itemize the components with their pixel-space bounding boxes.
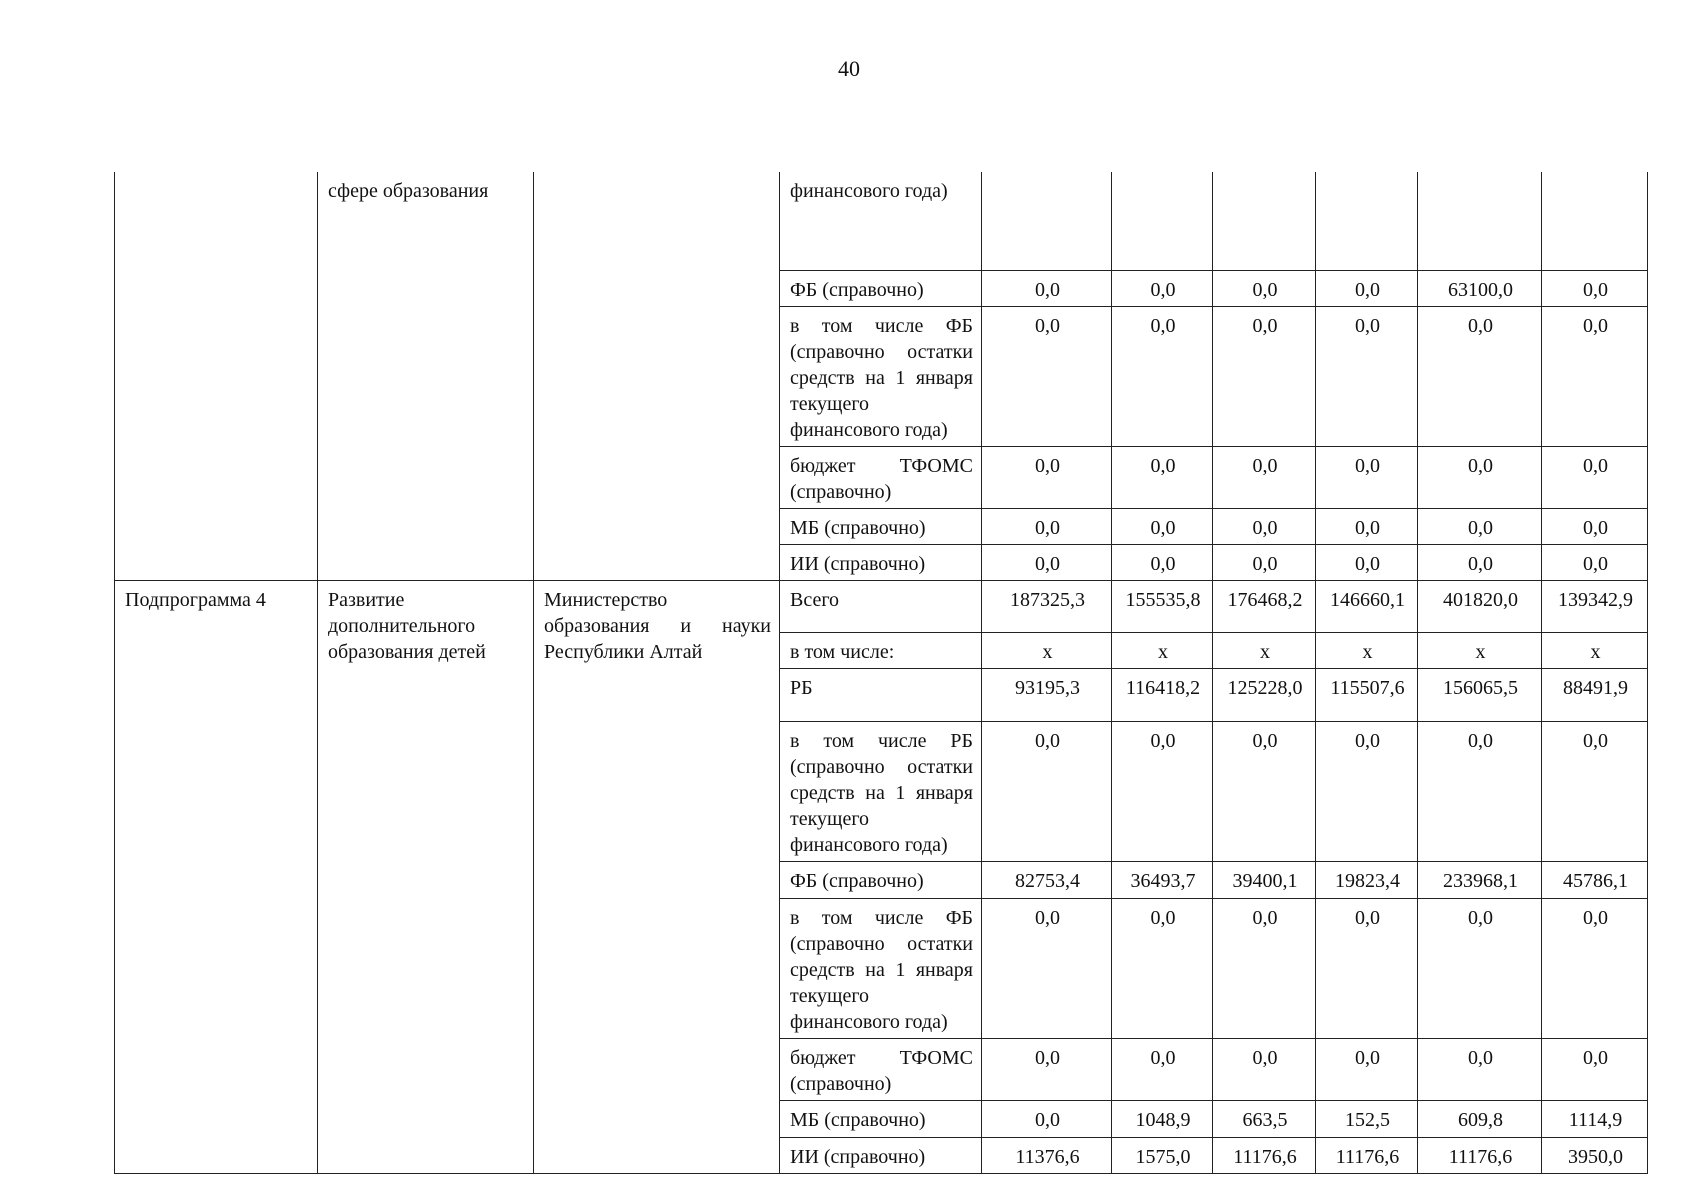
value-cell xyxy=(1418,668,1542,721)
value-text: 45786,1 xyxy=(1563,869,1628,892)
program-name-cell xyxy=(318,172,534,580)
value-cell xyxy=(1316,508,1418,544)
status-cell xyxy=(115,172,318,580)
value-cell xyxy=(1112,1038,1213,1100)
value-cell xyxy=(1213,544,1316,580)
funding-source-cell xyxy=(780,898,982,1038)
funding-source-label: в том числе РБ (справочно остатки средств на 1 января текущего финансового года) xyxy=(790,729,973,856)
funding-source-label: МБ (справочно) xyxy=(790,1108,926,1131)
funding-source-cell xyxy=(780,446,982,508)
budget-table xyxy=(114,172,1648,1174)
value-text: 0,0 xyxy=(1150,314,1176,337)
value-text: 0,0 xyxy=(1252,729,1278,752)
value-text: 0,0 xyxy=(1355,906,1380,929)
value-text: 0,0 xyxy=(1583,278,1608,301)
value-text: 0,0 xyxy=(1035,906,1060,929)
value-cell xyxy=(982,446,1112,508)
value-cell xyxy=(1213,172,1316,270)
value-text: 36493,7 xyxy=(1130,869,1196,892)
funding-source-label: бюджет ТФОМС (справочно) xyxy=(790,454,973,503)
value-cell xyxy=(1542,861,1648,898)
value-text: 116418,2 xyxy=(1125,676,1201,699)
value-text: 0,0 xyxy=(1035,454,1060,477)
value-text: 152,5 xyxy=(1345,1108,1390,1131)
funding-source-cell xyxy=(780,270,982,306)
value-cell xyxy=(1542,1038,1648,1100)
value-cell xyxy=(1316,898,1418,1038)
value-text: 0,0 xyxy=(1583,454,1608,477)
value-text: 0,0 xyxy=(1468,552,1493,575)
value-text: 609,8 xyxy=(1458,1108,1503,1131)
value-text: 0,0 xyxy=(1035,314,1060,337)
value-cell xyxy=(982,898,1112,1038)
value-text: х xyxy=(1475,640,1486,663)
funding-source-cell xyxy=(780,172,982,270)
value-cell xyxy=(1418,270,1542,306)
value-text: х xyxy=(1590,640,1601,663)
value-cell xyxy=(982,1038,1112,1100)
value-cell xyxy=(1112,898,1213,1038)
value-text: 155535,8 xyxy=(1125,588,1201,611)
value-cell xyxy=(1316,172,1418,270)
value-text: 0,0 xyxy=(1252,516,1278,539)
value-cell xyxy=(1213,632,1316,668)
value-cell xyxy=(1213,1038,1316,1100)
funding-source-label: в том числе: xyxy=(790,640,895,663)
value-text: 19823,4 xyxy=(1335,869,1400,892)
value-text: 0,0 xyxy=(1252,278,1278,301)
funding-source-label: ФБ (справочно) xyxy=(790,278,924,301)
value-cell xyxy=(1316,721,1418,861)
table-row xyxy=(115,580,1648,632)
value-cell xyxy=(1418,898,1542,1038)
value-cell xyxy=(1112,861,1213,898)
value-text: 0,0 xyxy=(1252,552,1278,575)
value-text: 0,0 xyxy=(1583,516,1608,539)
value-cell xyxy=(1213,508,1316,544)
value-cell xyxy=(1112,1137,1213,1173)
value-cell xyxy=(1213,861,1316,898)
program-name-cell-text: сфере образования xyxy=(328,180,489,202)
value-text: 0,0 xyxy=(1583,906,1608,929)
value-text: 125228,0 xyxy=(1227,676,1303,699)
value-text: 0,0 xyxy=(1150,454,1176,477)
value-cell xyxy=(1418,580,1542,632)
value-cell xyxy=(1316,668,1418,721)
page-number: 40 xyxy=(838,56,860,81)
funding-source-cell xyxy=(780,632,982,668)
subprogram-name-cell-text: Развитие дополнительного образования детей xyxy=(328,588,486,663)
subprogram-status-cell xyxy=(115,580,318,1173)
value-cell xyxy=(982,270,1112,306)
value-text: х xyxy=(1362,640,1373,663)
value-cell xyxy=(1542,1100,1648,1137)
funding-source-label: ФБ (справочно) xyxy=(790,869,924,892)
funding-source-cell xyxy=(780,1038,982,1100)
value-text: 146660,1 xyxy=(1330,588,1405,611)
value-text: 0,0 xyxy=(1355,454,1380,477)
value-cell xyxy=(1112,1100,1213,1137)
value-cell xyxy=(1542,1137,1648,1173)
value-cell xyxy=(1213,446,1316,508)
value-text: 63100,0 xyxy=(1448,278,1513,301)
value-text: 139342,9 xyxy=(1558,588,1633,611)
value-text: 0,0 xyxy=(1468,314,1493,337)
value-text: 0,0 xyxy=(1035,278,1060,301)
funding-source-cell xyxy=(780,508,982,544)
executor-cell-text: Министерство образования и науки Республики Алтай xyxy=(544,588,771,663)
value-text: 0,0 xyxy=(1150,552,1176,575)
value-cell xyxy=(1112,270,1213,306)
value-text: х xyxy=(1042,640,1053,663)
funding-source-label: МБ (справочно) xyxy=(790,516,926,539)
value-text: 11176,6 xyxy=(1448,1145,1513,1168)
value-text: 0,0 xyxy=(1150,1046,1176,1069)
value-text: 0,0 xyxy=(1468,1046,1493,1069)
value-cell xyxy=(1213,668,1316,721)
funding-source-cell xyxy=(780,1100,982,1137)
value-cell xyxy=(1542,508,1648,544)
value-text: 3950,0 xyxy=(1568,1145,1623,1168)
funding-source-label: в том числе ФБ (справочно остатки средств на 1 января текущего финансового года) xyxy=(790,906,973,1033)
value-text: 0,0 xyxy=(1252,314,1278,337)
value-text: 0,0 xyxy=(1355,1046,1380,1069)
value-cell xyxy=(1213,721,1316,861)
value-text: 0,0 xyxy=(1583,314,1608,337)
funding-source-label: ИИ (справочно) xyxy=(790,552,926,575)
value-text: 0,0 xyxy=(1035,552,1060,575)
funding-source-label: в том числе ФБ (справочно остатки средств на 1 января текущего финансового года) xyxy=(790,314,973,441)
value-cell xyxy=(1112,446,1213,508)
value-cell xyxy=(1112,172,1213,270)
value-text: 11176,6 xyxy=(1233,1145,1297,1168)
table-row xyxy=(115,172,1648,270)
value-text: 0,0 xyxy=(1468,906,1493,929)
value-text: 0,0 xyxy=(1355,278,1380,301)
funding-source-label: РБ xyxy=(790,676,813,699)
value-cell xyxy=(1542,172,1648,270)
value-cell xyxy=(1316,861,1418,898)
value-cell xyxy=(1112,668,1213,721)
value-cell xyxy=(1316,1038,1418,1100)
value-text: х xyxy=(1260,640,1270,663)
value-cell xyxy=(1316,632,1418,668)
value-cell xyxy=(1542,898,1648,1038)
value-text: 88491,9 xyxy=(1563,676,1628,699)
value-cell xyxy=(982,172,1112,270)
funding-source-cell xyxy=(780,1137,982,1173)
value-cell xyxy=(1316,446,1418,508)
funding-source-cell xyxy=(780,721,982,861)
value-cell xyxy=(1213,1137,1316,1173)
value-text: 0,0 xyxy=(1150,516,1176,539)
value-text: 82753,4 xyxy=(1015,869,1080,892)
value-text: 233968,1 xyxy=(1443,869,1518,892)
value-cell xyxy=(982,508,1112,544)
value-text: 176468,2 xyxy=(1227,588,1303,611)
value-cell xyxy=(1213,270,1316,306)
funding-source-label: ИИ (справочно) xyxy=(790,1145,926,1168)
value-cell xyxy=(1418,1100,1542,1137)
value-cell xyxy=(982,1137,1112,1173)
value-cell xyxy=(1418,306,1542,446)
value-text: 0,0 xyxy=(1252,906,1278,929)
value-cell xyxy=(1316,1137,1418,1173)
value-text: 115507,6 xyxy=(1330,676,1405,699)
value-text: 0,0 xyxy=(1355,314,1380,337)
value-text: 1575,0 xyxy=(1135,1145,1191,1168)
value-text: 0,0 xyxy=(1468,454,1493,477)
subprogram-status-cell-text: Подпрограмма 4 xyxy=(125,588,266,611)
value-text: 0,0 xyxy=(1468,516,1493,539)
value-cell xyxy=(1112,632,1213,668)
value-cell xyxy=(982,544,1112,580)
value-text: 0,0 xyxy=(1355,729,1380,752)
funding-source-label: бюджет ТФОМС (справочно) xyxy=(790,1046,973,1095)
value-cell xyxy=(1542,632,1648,668)
value-text: 663,5 xyxy=(1242,1108,1288,1131)
value-text: 0,0 xyxy=(1035,1046,1060,1069)
value-cell xyxy=(1542,721,1648,861)
value-cell xyxy=(982,861,1112,898)
funding-source-cell xyxy=(780,580,982,632)
value-text: 0,0 xyxy=(1150,906,1176,929)
value-cell xyxy=(1316,306,1418,446)
value-cell xyxy=(1112,721,1213,861)
value-cell xyxy=(1213,898,1316,1038)
value-cell xyxy=(1418,172,1542,270)
value-cell xyxy=(1418,721,1542,861)
value-cell xyxy=(1418,544,1542,580)
funding-source-label: Всего xyxy=(790,588,840,611)
value-cell xyxy=(982,306,1112,446)
value-cell xyxy=(982,632,1112,668)
table-body xyxy=(115,172,1648,1173)
value-text: 1114,9 xyxy=(1568,1108,1623,1131)
value-text: 93195,3 xyxy=(1015,676,1080,699)
value-cell xyxy=(1418,861,1542,898)
value-text: 156065,5 xyxy=(1443,676,1518,699)
executor-cell xyxy=(534,172,780,580)
value-text: 0,0 xyxy=(1583,1046,1608,1069)
value-cell xyxy=(1418,632,1542,668)
value-text: 0,0 xyxy=(1583,729,1608,752)
funding-source-cell xyxy=(780,861,982,898)
value-cell xyxy=(1418,446,1542,508)
value-text: х xyxy=(1158,640,1168,663)
value-text: 0,0 xyxy=(1150,278,1176,301)
value-cell xyxy=(982,580,1112,632)
value-cell xyxy=(1112,580,1213,632)
value-cell xyxy=(1542,544,1648,580)
subprogram-name-cell xyxy=(318,580,534,1173)
value-cell xyxy=(1213,1100,1316,1137)
value-text: 187325,3 xyxy=(1010,588,1085,611)
value-text: 11176,6 xyxy=(1335,1145,1400,1168)
value-text: 11376,6 xyxy=(1015,1145,1080,1168)
value-cell xyxy=(982,721,1112,861)
value-cell xyxy=(1542,580,1648,632)
value-text: 0,0 xyxy=(1252,454,1278,477)
value-text: 0,0 xyxy=(1355,552,1380,575)
value-cell xyxy=(1112,508,1213,544)
value-text: 0,0 xyxy=(1150,729,1176,752)
value-cell xyxy=(1418,1038,1542,1100)
value-cell xyxy=(1418,1137,1542,1173)
value-text: 0,0 xyxy=(1035,729,1060,752)
value-cell xyxy=(1418,508,1542,544)
value-cell xyxy=(1542,306,1648,446)
value-text: 0,0 xyxy=(1035,516,1060,539)
value-text: 0,0 xyxy=(1355,516,1380,539)
value-text: 1048,9 xyxy=(1135,1108,1191,1131)
funding-source-cell xyxy=(780,544,982,580)
value-cell xyxy=(982,668,1112,721)
value-cell xyxy=(1316,270,1418,306)
funding-source-label: финансового года) xyxy=(790,180,948,202)
funding-source-cell xyxy=(780,668,982,721)
value-text: 0,0 xyxy=(1035,1108,1060,1131)
value-cell xyxy=(1542,668,1648,721)
value-cell xyxy=(1316,544,1418,580)
executor-cell xyxy=(534,580,780,1173)
value-cell xyxy=(1213,306,1316,446)
value-text: 0,0 xyxy=(1252,1046,1278,1069)
value-cell xyxy=(1542,446,1648,508)
value-text: 401820,0 xyxy=(1443,588,1518,611)
value-cell xyxy=(1316,1100,1418,1137)
value-cell xyxy=(1213,580,1316,632)
value-text: 0,0 xyxy=(1583,552,1608,575)
funding-source-cell xyxy=(780,306,982,446)
value-cell xyxy=(982,1100,1112,1137)
value-cell xyxy=(1112,306,1213,446)
value-cell xyxy=(1542,270,1648,306)
value-text: 39400,1 xyxy=(1232,869,1298,892)
value-cell xyxy=(1316,580,1418,632)
value-text: 0,0 xyxy=(1468,729,1493,752)
value-cell xyxy=(1112,544,1213,580)
